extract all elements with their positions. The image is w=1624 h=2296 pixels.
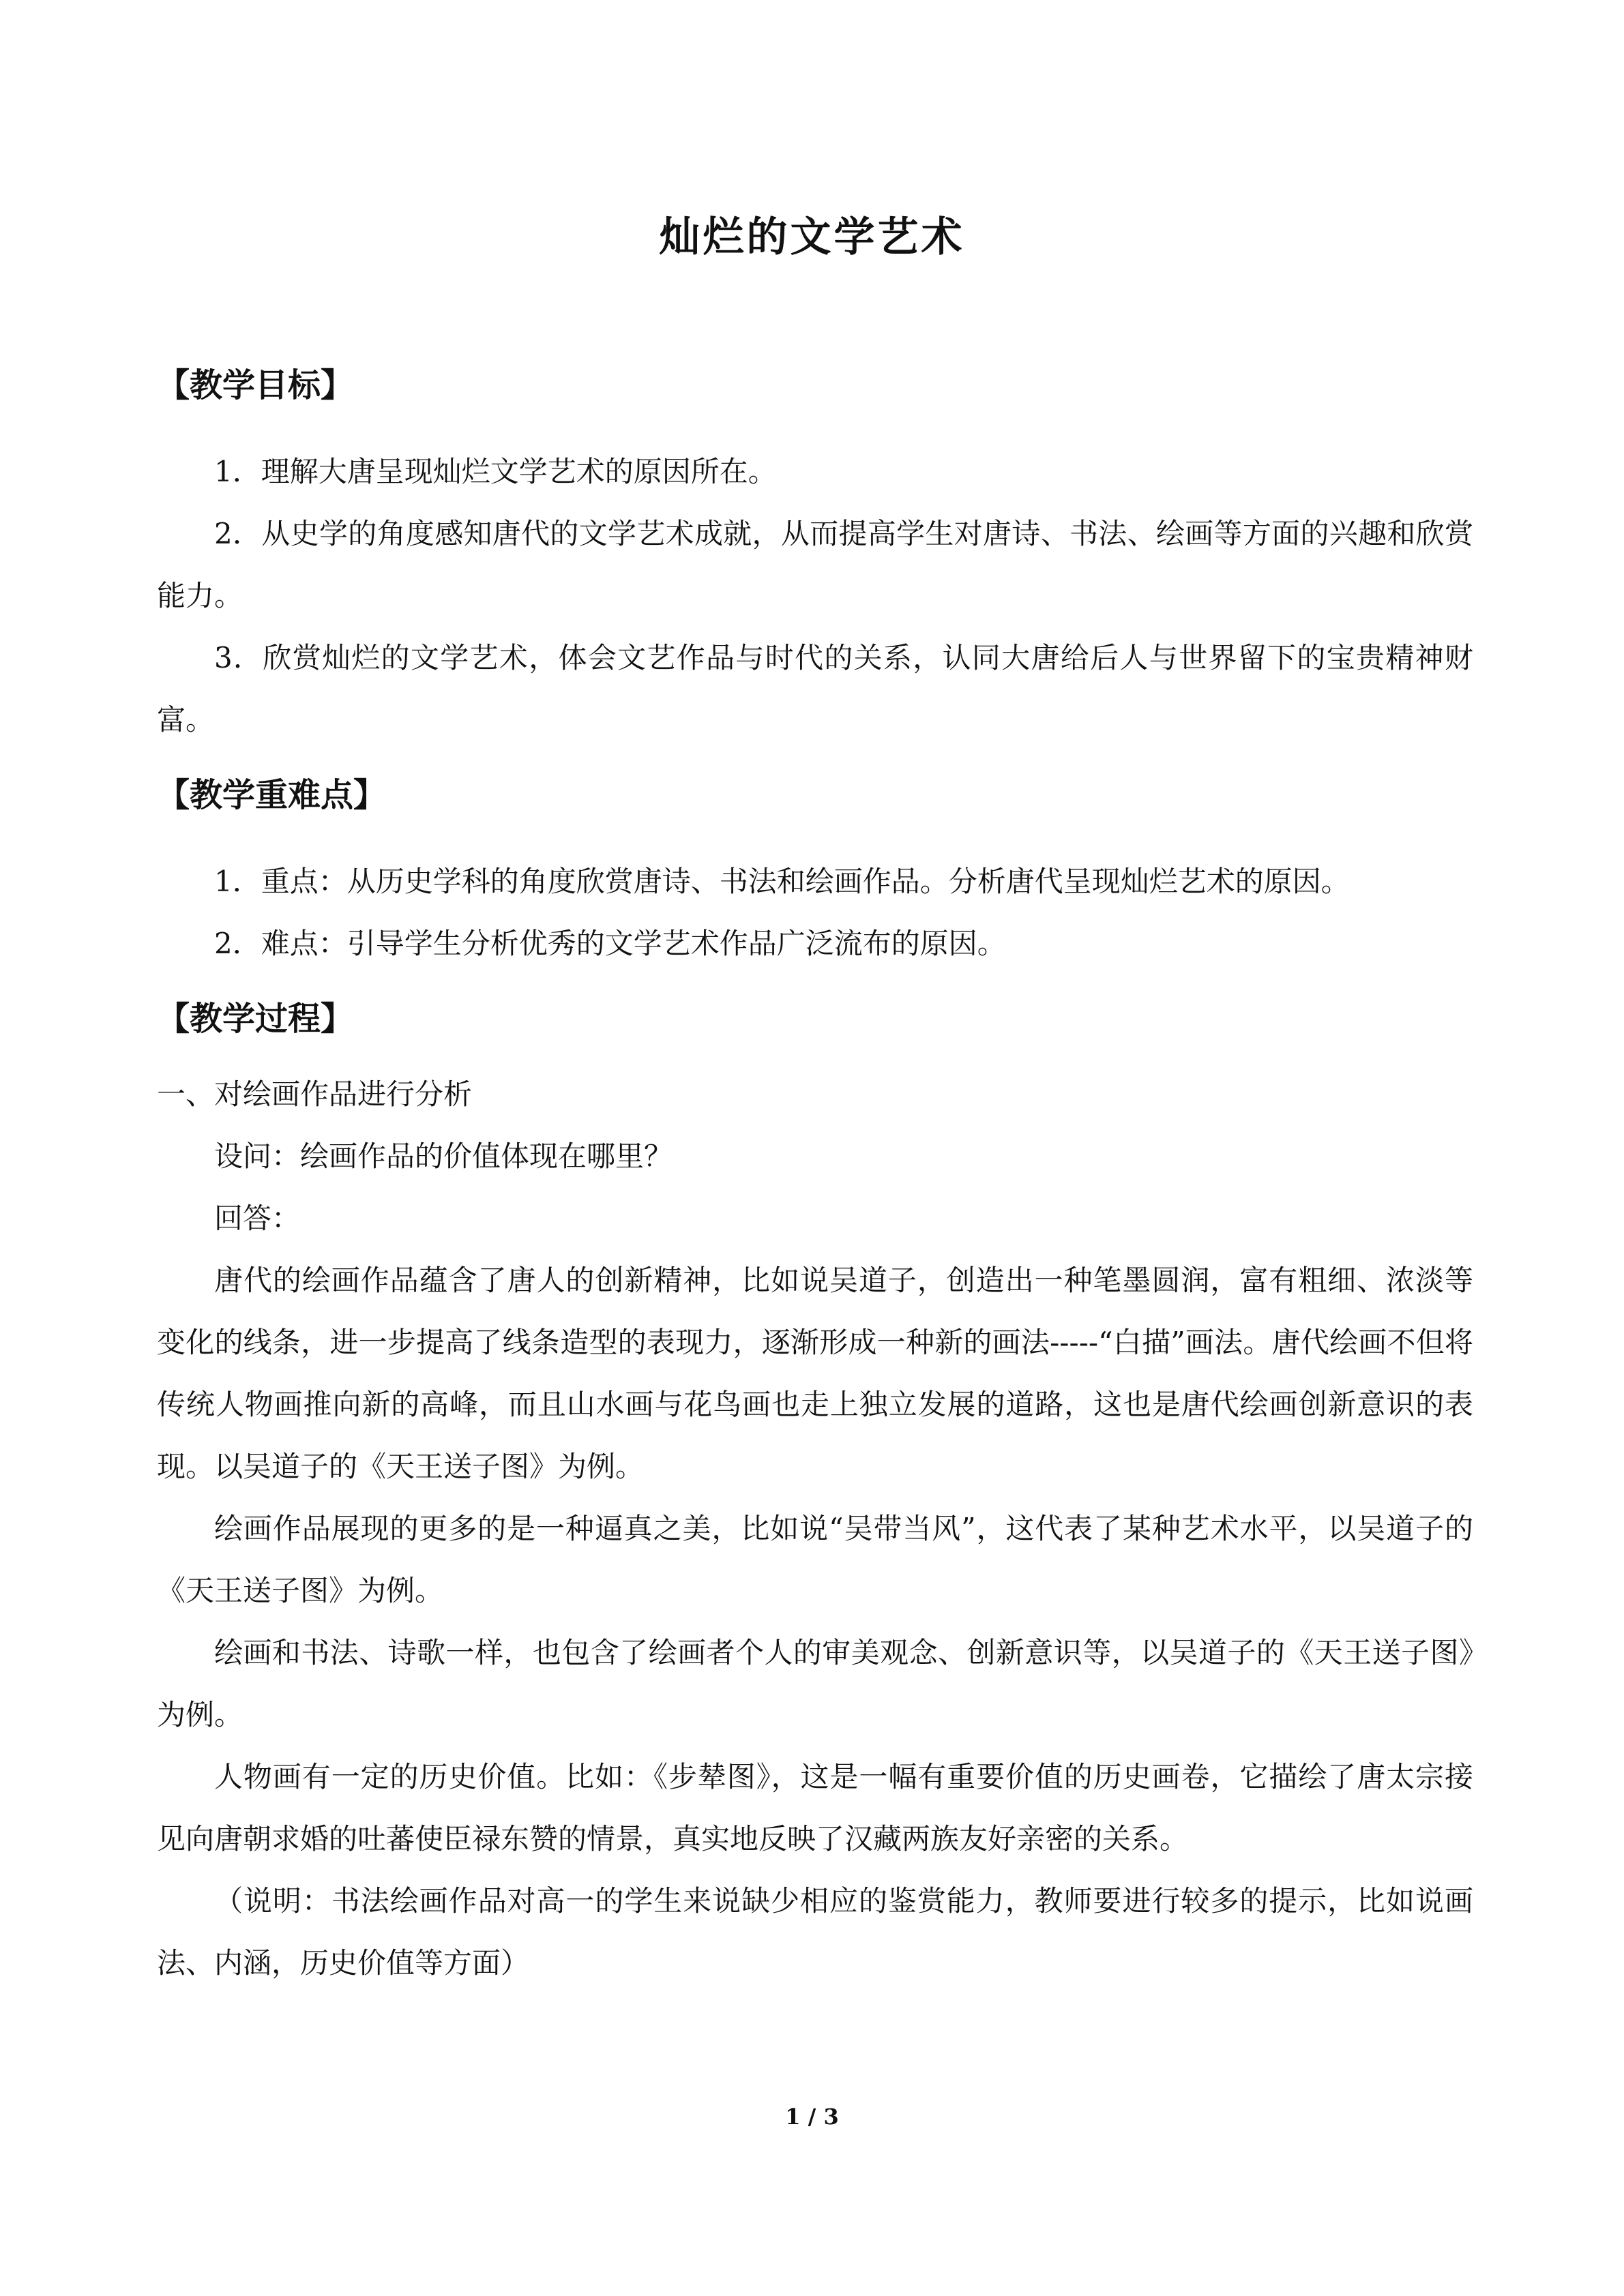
goal-item-2: 2．从史学的角度感知唐代的文学艺术成就，从而提高学生对唐诗、书法、绘画等方面的兴趣和欣赏能力。 — [157, 517, 1473, 612]
section-heading-goals: 【教学目标】 — [157, 366, 354, 404]
process-subheading: 一、对绘画作品进行分析 — [157, 1077, 473, 1111]
process-question: 设问：绘画作品的价值体现在哪里？ — [214, 1139, 673, 1173]
page-number: 1 / 3 — [785, 2104, 839, 2130]
section-heading-process: 【教学过程】 — [157, 1000, 354, 1038]
keypoint-item-1: 1．重点：从历史学科的角度欣赏唐诗、书法和绘画作品。分析唐代呈现灿烂艺术的原因。 — [214, 865, 1350, 898]
process-paragraph-3: 绘画和书法、诗歌一样，也包含了绘画者个人的审美观念、创新意识等，以吴道子的《天王送子图》为例。 — [157, 1636, 1473, 1731]
document-body — [157, 355, 1473, 1994]
document-title: 灿烂的文学艺术 — [659, 213, 965, 261]
section-heading-keypoints: 【教学重难点】 — [157, 776, 387, 814]
process-note: （说明：书法绘画作品对高一的学生来说缺少相应的鉴赏能力，教师要进行较多的提示，比如说画法、内涵，历史价值等方面） — [157, 1884, 1473, 1980]
process-paragraph-2: 绘画作品展现的更多的是一种逼真之美，比如说“吴带当风”，这代表了某种艺术水平，以吴道子的《天王送子图》为例。 — [157, 1512, 1473, 1607]
process-answer-label: 回答： — [214, 1202, 301, 1235]
goal-item-3: 3．欣赏灿烂的文学艺术，体会文艺作品与时代的关系，认同大唐给后人与世界留下的宝贵精神财富。 — [157, 641, 1473, 736]
goal-item-1: 1．理解大唐呈现灿烂文学艺术的原因所在。 — [214, 455, 777, 488]
keypoint-item-2: 2．难点：引导学生分析优秀的文学艺术作品广泛流布的原因。 — [214, 927, 1006, 960]
process-paragraph-1: 唐代的绘画作品蕴含了唐人的创新精神，比如说吴道子，创造出一种笔墨圆润，富有粗细、浓淡等变化的线条，进一步提高了线条造型的表现力，逐渐形成一种新的画法-----“白描”画法。唐代绘画不但将传统人物画推向新的高峰，而且山水画与花鸟画也走上独立发展的道路，这也是唐代绘画创新意识的表现。以吴道子的《天王送子图》为例。 — [157, 1264, 1473, 1483]
process-paragraph-4: 人物画有一定的历史价值。比如：《步辇图》，这是一幅有重要价值的历史画卷，它描绘了唐太宗接见向唐朝求婚的吐蕃使臣禄东赞的情景，真实地反映了汉藏两族友好亲密的关系。 — [157, 1760, 1473, 1855]
